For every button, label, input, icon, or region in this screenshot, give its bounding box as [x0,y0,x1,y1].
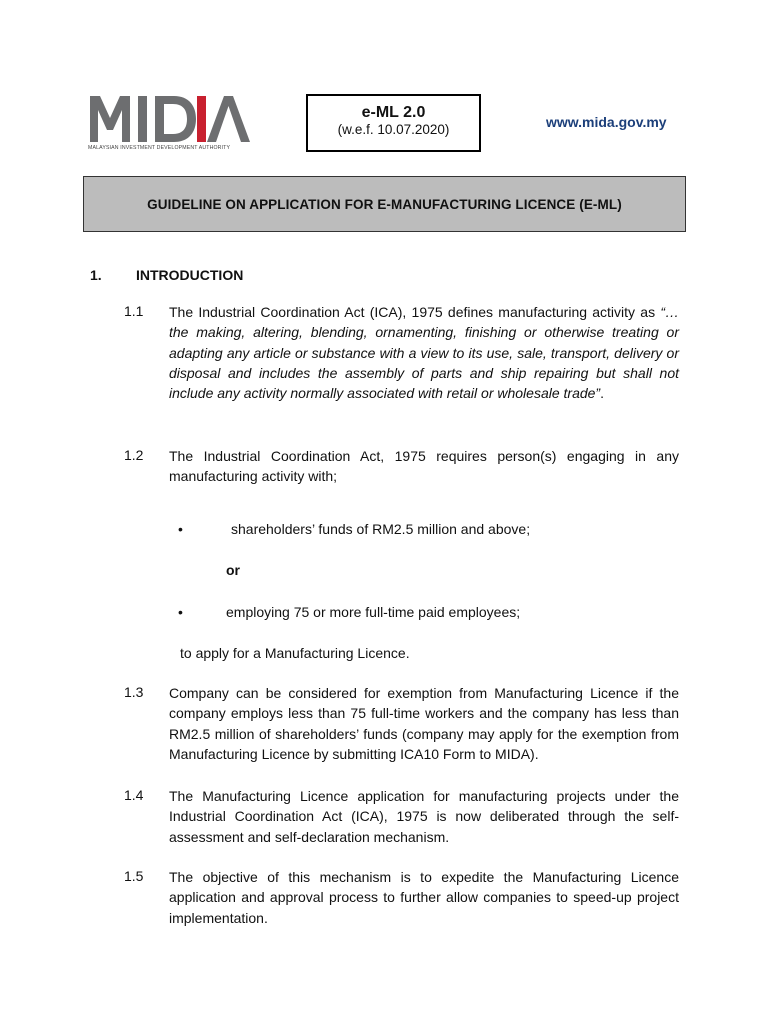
mida-logo [88,92,253,154]
paragraph-number-1-3: 1.3 [124,684,144,700]
eml-version-box [306,94,481,152]
paragraph-1-1-end: . [600,385,604,402]
apply-licence-text: to apply for a Manufacturing Licence. [180,645,410,661]
paragraph-number-1-5: 1.5 [124,868,144,884]
bullet-icon: • [178,521,183,537]
website-link[interactable]: www.mida.gov.my [546,114,667,130]
document-title-banner [83,176,686,232]
bullet-shareholders-funds: shareholders’ funds of RM2.5 million and above; [231,521,531,537]
paragraph-1-1-quote: “…the making, altering, blending, ornamenting, finishing or otherwise treating or adapting any article or substance with a view to its use, sale, transport, delivery or disposal and includes the assembly of parts and ship repairing but shall not include any activity normally associated with retail or wholesale trade” [169,304,679,402]
paragraph-1-3: Company can be considered for exemption from Manufacturing Licence if the company employs less than 75 full-time workers and the company has less than RM2.5 million of shareholders’ funds (company may apply for the exemption from Manufacturing Licence by submitting ICA10 Form to MIDA). [169,685,679,762]
section-number: 1. [90,267,102,283]
paragraph-1-1 [169,302,679,403]
paragraph-number-1-4: 1.4 [124,787,144,803]
paragraph-1-5: The objective of this mechanism is to expedite the Manufacturing Licence application and approval process to further allow companies to speed-up project implementation. [169,869,679,926]
paragraph-number-1-1: 1.1 [124,303,144,319]
paragraph-number-1-2: 1.2 [124,447,144,463]
mida-logo-mark [88,92,253,144]
eml-title: e-ML 2.0 [361,104,426,121]
eml-effective-date: (w.e.f. 10.07.2020) [337,122,450,137]
paragraph-1-1-text: The Industrial Coordination Act (ICA), 1975 defines manufacturing activity as [169,304,661,320]
logo-tagline: MALAYSIAN INVESTMENT DEVELOPMENT AUTHORITY [88,145,231,151]
bullet-icon: • [178,604,183,620]
bullet-employees: employing 75 or more full-time paid employees; [226,604,521,620]
or-connector: or [226,562,240,578]
paragraph-1-4: The Manufacturing Licence application for manufacturing projects under the Industrial Coordination Act (ICA), 1975 is now deliberated through the self-assessment and self-declaration mechanism. [169,788,679,845]
document-title: GUIDELINE ON APPLICATION FOR E-MANUFACTURING LICENCE (E-ML) [147,196,622,212]
paragraph-1-2: The Industrial Coordination Act, 1975 requires person(s) engaging in any manufacturing activity with; [169,448,679,485]
section-title: INTRODUCTION [136,267,244,283]
